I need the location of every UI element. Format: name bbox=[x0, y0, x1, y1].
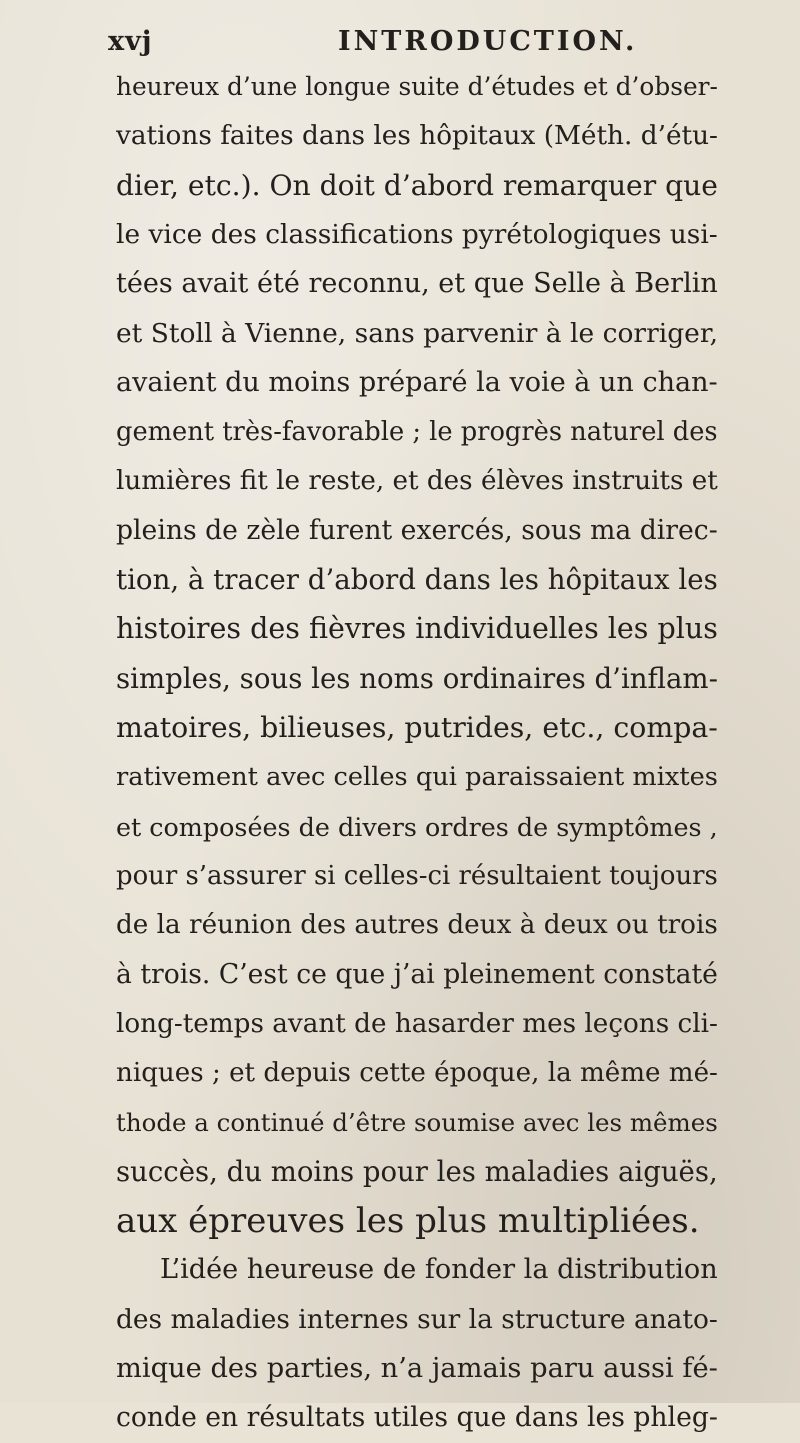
text-line: et composées de divers ordres de symptômes , bbox=[116, 812, 718, 842]
running-head: INTRODUCTION. bbox=[338, 26, 638, 57]
text-line: le vice des classifications pyrétologiques usi- bbox=[116, 219, 718, 250]
text-line: et Stoll à Vienne, sans parvenir à le corriger, bbox=[116, 318, 718, 349]
text-line: rativement avec celles qui paraissaient mixtes bbox=[116, 762, 718, 792]
text-line: conde en résultats utiles que dans les phleg- bbox=[116, 1402, 718, 1433]
text-line: à trois. C’est ce que j’ai pleinement constaté bbox=[116, 959, 718, 990]
text-line: tées avait été reconnu, et que Selle à Berlin bbox=[116, 268, 718, 299]
text-line: dier, etc.). On doit d’abord remarquer que bbox=[116, 169, 718, 202]
text-line: aux épreuves les plus multipliées. bbox=[116, 1201, 700, 1241]
text-line: mique des parties, n’a jamais paru aussi fé- bbox=[116, 1353, 718, 1384]
text-line: vations faites dans les hôpitaux (Méth. d’étu- bbox=[116, 121, 718, 151]
text-line: tion, à tracer d’abord dans les hôpitaux les bbox=[116, 563, 718, 596]
text-line: pleins de zèle furent exercés, sous ma direc- bbox=[116, 515, 718, 546]
text-line: L’idée heureuse de fonder la distribution bbox=[160, 1254, 718, 1285]
text-line: long-temps avant de hasarder mes leçons cli- bbox=[116, 1009, 718, 1039]
text-line: pour s’assurer si celles-ci résultaient toujours bbox=[116, 861, 718, 891]
page-number: xvj bbox=[108, 26, 153, 57]
text-line: matoires, bilieuses, putrides, etc., compa- bbox=[116, 711, 718, 744]
text-line: niques ; et depuis cette époque, la même mé- bbox=[116, 1058, 718, 1088]
page-header bbox=[108, 22, 728, 62]
text-line: de la réunion des autres deux à deux ou trois bbox=[116, 910, 718, 940]
text-line: heureux d’une longue suite d’études et d’obser- bbox=[116, 72, 718, 101]
text-line: lumières fit le reste, et des élèves instruits et bbox=[116, 466, 718, 496]
text-line: avaient du moins préparé la voie à un chan- bbox=[116, 367, 718, 398]
text-line: gement très-favorable ; le progrès naturel des bbox=[116, 417, 718, 447]
text-line: succès, du moins pour les maladies aiguës, bbox=[116, 1156, 718, 1188]
text-line: histoires des fièvres individuelles les plus bbox=[116, 612, 718, 645]
text-line: des maladies internes sur la structure anato- bbox=[116, 1304, 718, 1335]
text-line: thode a continué d’être soumise avec les mêmes bbox=[116, 1108, 718, 1137]
text-line: simples, sous les noms ordinaires d’inflam- bbox=[116, 662, 718, 695]
